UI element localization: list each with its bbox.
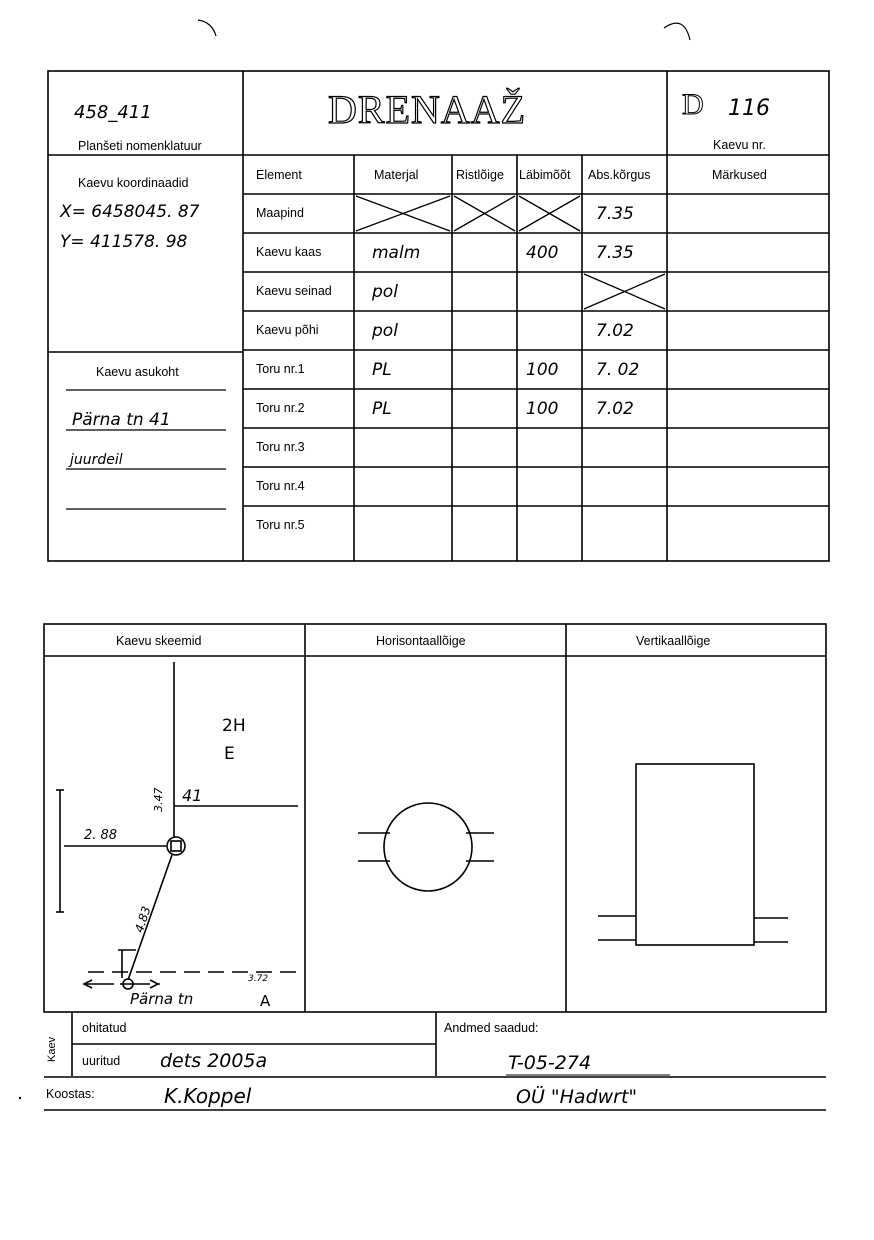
coordinate-x: X= 6458045. 87: [60, 202, 200, 222]
data-value: T-05-274: [508, 1052, 592, 1074]
hole-punch-left: [198, 20, 216, 36]
hole-punch-right: [664, 23, 690, 40]
sketch-zone: 2H: [222, 716, 246, 736]
nomenclature-label: Planšeti nomenklatuur: [78, 139, 202, 153]
coordinates-label: Kaevu koordinaadid: [78, 176, 189, 190]
nomenclature-value: 458_411: [74, 102, 152, 123]
sketch-zone-2: E: [224, 744, 235, 764]
table-row-element: Toru nr.3: [256, 440, 305, 454]
location-label: Kaevu asukoht: [96, 365, 179, 379]
table-cell-elevation: 7.35: [596, 243, 634, 263]
well-letter: D: [682, 88, 704, 121]
table-cell-material: PL: [372, 360, 392, 380]
table-cell-diameter: 100: [526, 399, 559, 419]
sketch-dist-left: 2. 88: [84, 828, 118, 843]
well-number-label: Kaevu nr.: [713, 138, 766, 152]
table-cell-material: PL: [372, 399, 392, 419]
coordinate-y: Y= 411578. 98: [60, 232, 188, 252]
location-line-1: Pärna tn 41: [72, 410, 171, 430]
sketch-dist-top: 3.47: [152, 787, 165, 812]
sketch-dist-road: 3.72: [248, 974, 269, 984]
location-lines: [66, 390, 226, 509]
table-row-element: Kaevu põhi: [256, 323, 319, 337]
horizontal-section-drawing: [358, 803, 494, 891]
document-title: DRENAAŽ: [328, 87, 527, 132]
table-cell-material: pol: [372, 282, 398, 302]
table-cell-diameter: 400: [526, 243, 559, 263]
table-row-element: Toru nr.4: [256, 479, 305, 493]
stray-dot: [19, 1097, 21, 1099]
compiled-value: K.Koppel: [164, 1084, 252, 1108]
sketch-grid: [44, 624, 826, 1012]
table-cell-elevation: 7.02: [596, 321, 634, 341]
column-header: Element: [256, 168, 302, 182]
company-value: OÜ "Hadwrt": [516, 1086, 638, 1108]
sketch-street: Pärna tn: [130, 990, 194, 1008]
table-row-element: Maapind: [256, 206, 304, 220]
sketch-label: Kaevu skeemid: [116, 634, 202, 648]
table-cell-elevation: 7.35: [596, 204, 634, 224]
table-cell-diameter: 100: [526, 360, 559, 380]
approved-label: ohitatud: [82, 1021, 127, 1035]
measured-value: dets 2005a: [160, 1050, 268, 1072]
column-header: Läbimõõt: [519, 168, 571, 182]
table-row-element: Kaevu seinad: [256, 284, 332, 298]
location-sketch: [56, 662, 300, 989]
footer-side-label: Kaev: [46, 1036, 58, 1062]
horizontal-section-label: Horisontaallõige: [376, 634, 466, 648]
vertical-section-drawing: [598, 764, 788, 945]
column-header: Ristlõige: [456, 168, 504, 182]
location-line-2: juurdeil: [70, 452, 123, 468]
table-row-element: Toru nr.2: [256, 401, 305, 415]
sketch-street-suffix: A: [260, 992, 271, 1010]
data-label: Andmed saadud:: [444, 1021, 539, 1035]
table-row-element: Toru nr.1: [256, 362, 305, 376]
column-header: Abs.kõrgus: [588, 168, 651, 182]
vertical-section-label: Vertikaallõige: [636, 634, 711, 648]
table-cell-material: malm: [372, 243, 421, 263]
table-row-element: Toru nr.5: [256, 518, 305, 532]
table-cell-elevation: 7. 02: [596, 360, 640, 380]
column-header: Materjal: [374, 168, 419, 182]
measured-label: uuritud: [82, 1054, 121, 1068]
sketch-dist-diag: 4.83: [132, 904, 154, 935]
well-number-value: 116: [728, 96, 770, 121]
compiled-label: Koostas:: [46, 1087, 95, 1101]
sketch-house-number: 41: [182, 786, 203, 805]
table-cell-elevation: 7.02: [596, 399, 634, 419]
table-cell-material: pol: [372, 321, 398, 341]
column-header: Märkused: [712, 168, 767, 182]
table-row-element: Kaevu kaas: [256, 245, 322, 259]
